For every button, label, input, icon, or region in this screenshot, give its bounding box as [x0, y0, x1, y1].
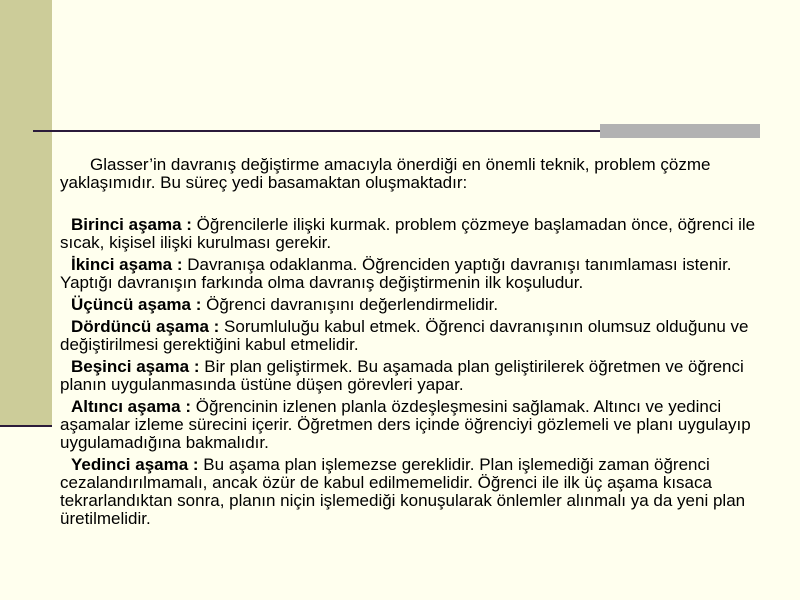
stage-4	[60, 318, 776, 354]
stage-text: Öğrenci davranışını değerlendirmelidir.	[201, 295, 499, 314]
stage-text: Sorumluluğu kabul etmek. Öğrenci davranışının olumsuz olduğunu ve değiştirilmesi gerektiğini kabul etmelidir.	[60, 317, 749, 354]
stage-label: Dördüncü aşama :	[71, 317, 220, 336]
stage-label: Üçüncü aşama :	[71, 295, 202, 314]
paragraph-spacer	[60, 192, 776, 212]
stage-label: Beşinci aşama :	[71, 357, 200, 376]
stage-text: Bu aşama plan işlemezse gereklidir. Plan işlemediği zaman öğrenci cezalandırılmamalı, ancak özür de kabul edilmemelidir. Öğrenci ile ilk üç aşama kısaca tekrarlandıktan sonra, planın niçin işlemediği konuşularak önlemler alınmalı ya da yeni plan üretilmelidir.	[60, 455, 746, 528]
left-decorative-bar	[0, 0, 52, 425]
stage-3	[60, 296, 776, 314]
stage-2	[60, 256, 776, 292]
stage-6	[60, 398, 776, 452]
stage-text: Öğrencinin izlenen planla özdeşleşmesini sağlamak. Altıncı ve yedinci aşamalar izleme sürecini içerir. Öğretmen ders içinde öğrenciyi gözlemeli ve planı uygulayıp uygulamadığına bakmalıdır.	[60, 397, 751, 452]
stage-text: Davranışa odaklanma. Öğrenciden yaptığı davranışı tanımlaması istenir. Yaptığı davranışın farkında olma davranış değiştirmenin ilk koşuludur.	[60, 255, 732, 292]
left-bar-divider	[0, 425, 52, 427]
stage-1	[60, 216, 776, 252]
stage-text: Öğrencilerle ilişki kurmak. problem çözmeye başlamadan önce, öğrenci ile sıcak, kişisel ilişki kurulması gerekir.	[60, 215, 756, 252]
intro-paragraph: Glasser’in davranış değiştirme amacıyla önerdiği en önemli teknik, problem çözme yaklaşımıdır. Bu süreç yedi basamaktan oluşmaktadır:	[60, 155, 711, 192]
divider-accent-block	[600, 124, 760, 138]
stage-7	[60, 456, 776, 528]
stage-label: Altıncı aşama :	[71, 397, 191, 416]
slide-body	[60, 156, 776, 528]
stage-label: Yedinci aşama :	[71, 455, 199, 474]
stage-label: İkinci aşama :	[71, 255, 183, 274]
stage-text: Bir plan geliştirmek. Bu aşamada plan geliştirilerek öğretmen ve öğrenci planın uygulanmasında üstüne düşen görevleri yapar.	[60, 357, 744, 394]
stage-label: Birinci aşama :	[71, 215, 192, 234]
stage-5	[60, 358, 776, 394]
